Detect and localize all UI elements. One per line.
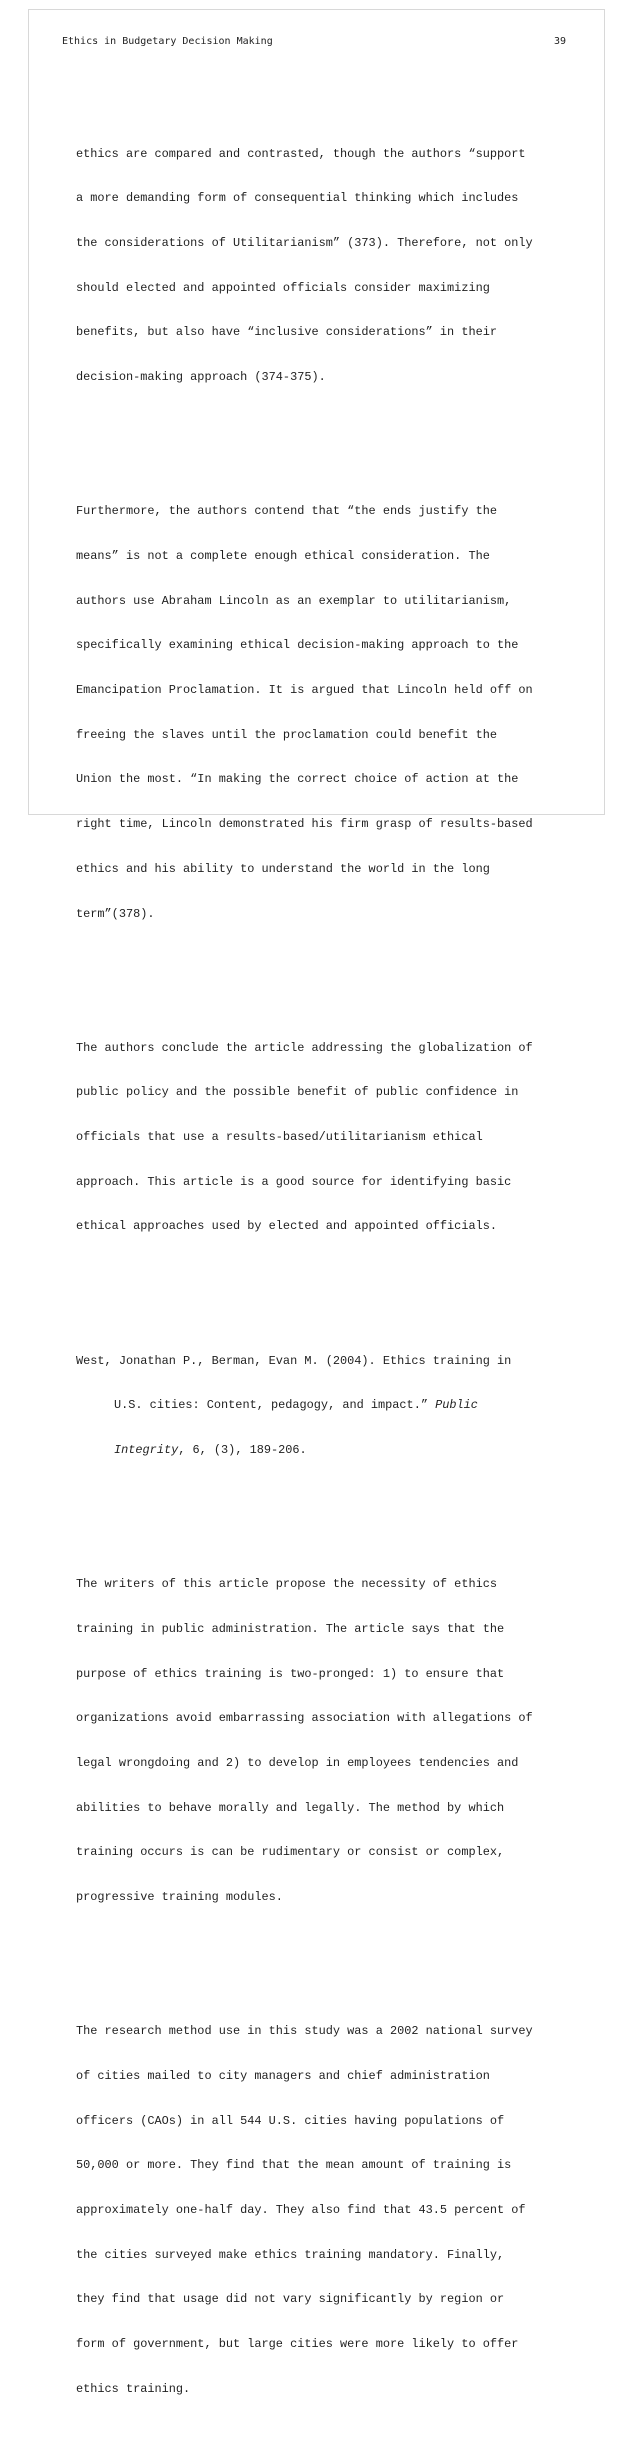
- text-line: ethical approaches used by elected and appointed officials.: [76, 1219, 497, 1234]
- paragraph-3: [76, 1011, 576, 1264]
- journal-name: Integrity: [114, 1442, 179, 1457]
- paragraph-2: [76, 474, 576, 951]
- text-line: abilities to behave morally and legally. The method by which: [76, 1800, 505, 1815]
- text-line: a more demanding form of consequential thinking which includes: [76, 191, 519, 206]
- text-line: 50,000 or more. They find that the mean amount of training is: [76, 2158, 512, 2173]
- page-number: 39: [553, 36, 566, 47]
- text-line: The authors conclude the article addressing the globalization of: [76, 1040, 533, 1055]
- text-line: authors use Abraham Lincoln as an exemplar to utilitarianism,: [76, 593, 512, 608]
- citation-entry: [76, 1324, 576, 1488]
- paragraph-1: [76, 117, 576, 415]
- text-line: ethics training.: [76, 2381, 191, 2396]
- text-line: the considerations of Utilitarianism” (373). Therefore, not only: [76, 235, 533, 250]
- journal-name: Public: [435, 1398, 478, 1413]
- citation-title: U.S. cities: Content, pedagogy, and impact.”: [114, 1398, 436, 1413]
- citation-line: [76, 1443, 576, 1458]
- text-line: form of government, but large cities were more likely to offer: [76, 2337, 519, 2352]
- citation-volume: , 6, (3), 189-206.: [178, 1442, 307, 1457]
- citation-line: West, Jonathan P., Berman, Evan M. (2004). Ethics training in: [76, 1353, 512, 1368]
- text-line: ethics and his ability to understand the world in the long: [76, 861, 490, 876]
- text-line: progressive training modules.: [76, 1890, 283, 1905]
- text-line: right time, Lincoln demonstrated his firm grasp of results-based: [76, 817, 533, 832]
- citation-line: [76, 1398, 576, 1413]
- text-line: The research method use in this study was a 2002 national survey: [76, 2024, 533, 2039]
- text-line: Union the most. “In making the correct choice of action at the: [76, 772, 519, 787]
- text-line: term”(378).: [76, 906, 155, 921]
- text-line: the cities surveyed make ethics training mandatory. Finally,: [76, 2247, 505, 2262]
- text-line: The writers of this article propose the necessity of ethics: [76, 1577, 497, 1592]
- page-header: [62, 36, 566, 47]
- text-line: training in public administration. The article says that the: [76, 1621, 505, 1636]
- text-line: of cities mailed to city managers and chief administration: [76, 2068, 490, 2083]
- text-line: ethics are compared and contrasted, though the authors “support: [76, 146, 526, 161]
- text-line: public policy and the possible benefit of public confidence in: [76, 1085, 519, 1100]
- text-line: decision-making approach (374-375).: [76, 370, 326, 385]
- text-line: Furthermore, the authors contend that “the ends justify the: [76, 504, 497, 519]
- text-line: purpose of ethics training is two-pronged: 1) to ensure that: [76, 1666, 505, 1681]
- paragraph-4: [76, 1547, 576, 1934]
- text-line: training occurs is can be rudimentary or consist or complex,: [76, 1845, 505, 1860]
- text-line: specifically examining ethical decision-making approach to the: [76, 638, 519, 653]
- paragraph-5: [76, 1994, 576, 2426]
- text-line: legal wrongdoing and 2) to develop in employees tendencies and: [76, 1755, 519, 1770]
- document-body: [76, 72, 576, 2456]
- text-line: officers (CAOs) in all 544 U.S. cities having populations of: [76, 2113, 505, 2128]
- text-line: approximately one-half day. They also find that 43.5 percent of: [76, 2202, 526, 2217]
- text-line: Emancipation Proclamation. It is argued that Lincoln held off on: [76, 682, 533, 697]
- text-line: officials that use a results-based/utilitarianism ethical: [76, 1130, 483, 1145]
- text-line: approach. This article is a good source for identifying basic: [76, 1174, 512, 1189]
- text-line: should elected and appointed officials consider maximizing: [76, 280, 490, 295]
- text-line: freeing the slaves until the proclamation could benefit the: [76, 727, 497, 742]
- text-line: means” is not a complete enough ethical consideration. The: [76, 548, 490, 563]
- text-line: they find that usage did not vary significantly by region or: [76, 2292, 505, 2307]
- text-line: organizations avoid embarrassing association with allegations of: [76, 1711, 533, 1726]
- text-line: benefits, but also have “inclusive considerations” in their: [76, 325, 497, 340]
- running-title: Ethics in Budgetary Decision Making: [62, 36, 273, 47]
